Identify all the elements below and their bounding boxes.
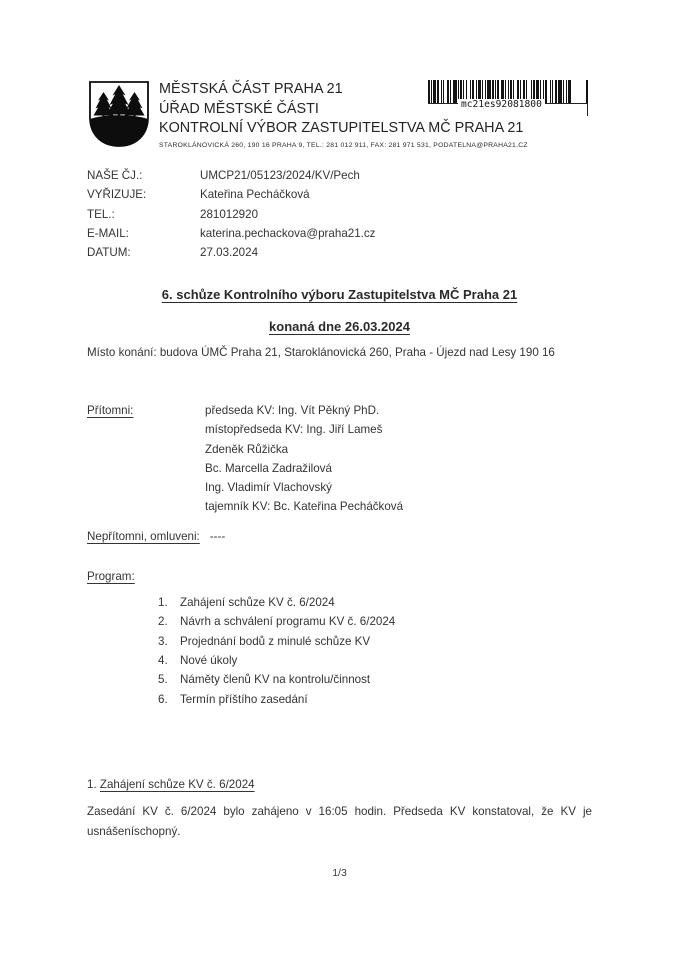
program-item-number: 5. <box>158 673 168 687</box>
meta-value: UMCP21/05123/2024/KV/Pech <box>200 169 360 182</box>
attendee: předseda KV: Ing. Vít Pěkný PhD. <box>205 404 380 417</box>
program-item <box>158 593 395 612</box>
program-item-text: Zahájení schůze KV č. 6/2024 <box>180 596 335 609</box>
meta-value: katerina.pechackova@praha21.cz <box>200 226 376 240</box>
meta-row-cj <box>87 166 375 185</box>
program-item <box>158 612 395 631</box>
coat-of-arms-logo <box>89 81 149 147</box>
title-line1: 6. schůze Kontrolního výboru Zastupitelstva MČ Praha 21 <box>161 287 518 302</box>
org-name-line1: MĚSTSKÁ ČÁST PRAHA 21 <box>159 81 343 97</box>
attendees-label: Přítomni: <box>87 404 134 417</box>
document-title <box>87 287 592 334</box>
meta-value: 281012920 <box>200 207 259 221</box>
program-item-text: Nové úkoly <box>180 654 238 668</box>
reference-metadata <box>87 166 375 262</box>
meta-label: DATUM: <box>87 246 131 260</box>
program-item <box>158 632 395 651</box>
meta-row-tel <box>87 205 375 224</box>
program-item-number: 4. <box>158 654 168 668</box>
program-list <box>158 593 395 709</box>
attendees-list <box>205 401 403 517</box>
program-item <box>158 670 395 689</box>
program-item-text: Náměty členů KV na kontrolu/činnost <box>180 673 371 687</box>
meta-row-email <box>87 224 375 243</box>
attendee: Zdeněk Růžička <box>205 442 289 456</box>
meta-row-datum <box>87 243 375 262</box>
meta-value: 27.03.2024 <box>200 246 259 260</box>
program-item-text: Návrh a schválení programu KV č. 6/2024 <box>180 615 396 629</box>
meta-label: E-MAIL: <box>87 226 129 240</box>
program-item-number: 6. <box>158 692 168 706</box>
program-item-number: 3. <box>158 634 168 648</box>
program-item-number: 2. <box>158 615 168 629</box>
org-name-line2: ÚŘAD MĚSTSKÉ ČÁSTI <box>159 100 319 117</box>
program-item-text: Termín příštího zasedání <box>180 692 308 706</box>
meta-label: NAŠE ČJ.: <box>87 169 143 182</box>
meeting-location: Místo konání: budova ÚMČ Praha 21, Staroklánovická 260, Praha - Újezd nad Lesy 190 16 <box>87 346 555 359</box>
attendee: Bc. Marcella Zadražilová <box>205 461 332 475</box>
title-line2: konaná dne 26.03.2024 <box>269 319 410 334</box>
barcode-label-box <box>428 99 588 116</box>
meta-row-vyrizuje <box>87 185 375 204</box>
org-address: STAROKLÁNOVICKÁ 260, 190 16 PRAHA 9, TEL.: 281 012 911, FAX: 281 971 531, PODATELNA@PRAHA21.CZ <box>159 141 528 149</box>
program-item-number: 1. <box>158 596 168 609</box>
program-item <box>158 690 395 709</box>
absent-section <box>87 530 225 544</box>
section1-heading <box>87 778 255 792</box>
attendee: místopředseda KV: Ing. Jiří Lameš <box>205 423 383 437</box>
meta-label: VYŘIZUJE: <box>87 188 147 202</box>
section1-title: Zahájení schůze KV č. 6/2024 <box>99 778 255 791</box>
section1-number: 1. <box>87 778 97 791</box>
attendees-section <box>87 401 403 517</box>
meta-label: TEL.: <box>87 207 115 221</box>
program-item-text: Projednání bodů z minulé schůze KV <box>180 634 371 648</box>
meta-value: Kateřina Pecháčková <box>200 188 310 202</box>
section1-body: Zasedání KV č. 6/2024 bylo zahájeno v 16:05 hodin. Předseda KV konstatoval, že KV je usnášeníschopný. <box>87 805 592 838</box>
attendee: Ing. Vladimír Vlachovský <box>205 481 332 495</box>
program-item <box>158 651 395 670</box>
attendee: tajemník KV: Bc. Kateřina Pecháčková <box>205 500 404 514</box>
org-name-line3: KONTROLNÍ VÝBOR ZASTUPITELSTVA MČ PRAHA 21 <box>159 120 524 137</box>
page-number: 1/3 <box>332 867 347 879</box>
program-label: Program: <box>87 570 135 583</box>
absent-value: ---- <box>209 530 226 543</box>
barcode-label: mc21es92081800 <box>458 99 545 110</box>
barcode <box>428 80 588 116</box>
absent-label: Nepřítomni, omluveni: <box>87 530 200 543</box>
